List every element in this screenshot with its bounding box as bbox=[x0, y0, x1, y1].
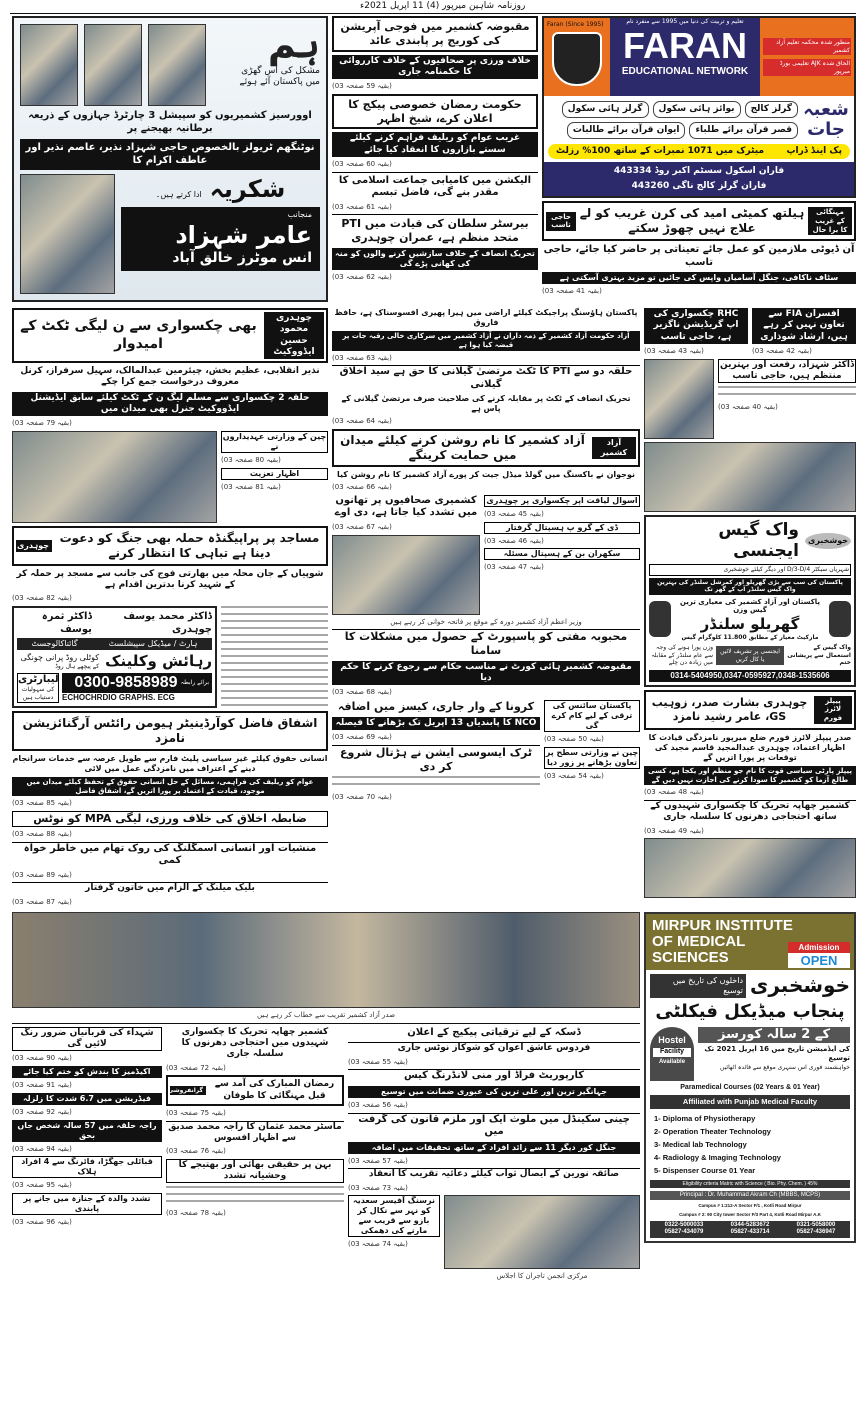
ad-line: شہریان سیکٹر D/3-D/4 اور دیگر کیلئے خوشخبری bbox=[649, 564, 851, 576]
headline: اشفاق فاضل کوآرڈینیٹر ہیومن رائٹس آرگنائزیشن نامزد bbox=[22, 715, 318, 745]
headline: سکھران بن کے ہسپتال مسئلہ bbox=[484, 548, 640, 560]
institute-title: OF MEDICAL bbox=[652, 933, 746, 950]
headline: کرونا کے وار جاری، کیسز میں اضافہ bbox=[337, 700, 535, 713]
wide-news-photo bbox=[12, 912, 640, 1008]
gas-cylinder-icon bbox=[649, 601, 671, 637]
headline: صائقہ نورین کے ایصال ثواب کیلئے دعائیہ تقریب کا انعقاد bbox=[348, 1168, 640, 1180]
phone-number: 0321-5058000 bbox=[796, 1221, 836, 1228]
headline: کشمیر چھاپہ تحریک کا چکسواری شہیدوں کے ساتھ احتجاجی دھرنوں کا سلسلہ جاری bbox=[644, 800, 856, 824]
open-label: OPEN bbox=[800, 953, 838, 968]
doctor-name: ڈاکٹر ثمرہ یوسف bbox=[41, 611, 92, 635]
result-label: میٹرک میں 1071 نمبرات کے ساتھ 100% رزلٹ bbox=[556, 145, 765, 156]
subheadline: شوپیاں کے جان محلہ میں بھارتی فوج کی جانب سے مسجد پر حملہ کر کے شہید کرنا بدترین اقدام ہے bbox=[16, 568, 324, 590]
institute-title: MIRPUR INSTITUTE bbox=[652, 917, 793, 934]
subheadline: فردوس عاشق اعوان کو شوکاز نوٹس جاری bbox=[348, 1042, 640, 1054]
photo-caption: وزیر اعظم آزاد کشمیر دورہ کے موقع پر فاتحہ خوانی کر رہے ہیں bbox=[390, 617, 582, 626]
tag: مہنگائی کے غریب کا برا حال bbox=[808, 207, 852, 235]
headline: چین نے وزارتی سطح پر تعاون بڑھانے پر زور دیا bbox=[545, 747, 639, 767]
mosque-headline-strip bbox=[12, 526, 328, 566]
subheadline: جنگل کور دیگر 11 سے زائد افراد کے ساتھ تحقیقات میں اضافہ bbox=[348, 1142, 640, 1154]
phone-number: فاران گرلز کالج ناگی 443260 bbox=[631, 181, 767, 192]
news-item bbox=[544, 700, 640, 781]
headline: چوہدری بشارت صدر، زوہیب GS، عامر رشید نامزد bbox=[651, 696, 808, 723]
headline: کشمیر چھاپہ تحریک کا چکسواری شہیدوں میں احتجاجی دھرنوں کا سلسلہ جاری bbox=[181, 1026, 329, 1060]
institute-title: SCIENCES bbox=[652, 949, 729, 966]
news-photo bbox=[12, 431, 217, 523]
continuation: (بقیہ 49 صفحہ 03) bbox=[644, 826, 704, 835]
band-bottom bbox=[12, 912, 856, 1281]
brand-subtitle: EDUCATIONAL NETWORK bbox=[621, 65, 749, 77]
continuation: (بقیہ 79 صفحہ 03) bbox=[12, 419, 72, 427]
urge-line: خواہشمند فوری اس سنہری موقع سے فائدہ اٹھائیں bbox=[720, 1064, 850, 1072]
continuation: (بقیہ 41 صفحہ 03) bbox=[542, 287, 602, 296]
continuation: (بقیہ 82 صفحہ 03) bbox=[12, 594, 72, 603]
headline: ہیلتھ کمیٹی امید کی کرن غریب کو لے علاج نہیں چھوڑ سکتے bbox=[579, 206, 805, 236]
mirpur-institute-advertisement bbox=[644, 912, 856, 1243]
faran-logo bbox=[610, 18, 760, 96]
headline: بلیک میلنگ کے الزام میں خاتون گرفتار bbox=[12, 882, 328, 894]
continuation: (بقیہ 48 صفحہ 03) bbox=[644, 788, 704, 797]
ishfaq-headline-strip bbox=[12, 711, 328, 751]
subheadline: مقبوضہ کشمیر ہائی کورٹ نے مناسب حکام سے رجوع کرنے کا حکم دیا bbox=[332, 661, 640, 686]
product-name: گھریلو سلنڈر bbox=[700, 615, 800, 633]
top-right-column bbox=[542, 16, 856, 296]
department-pill: گرلز ہائی سکول bbox=[562, 101, 649, 118]
course-item: 4- Radiology & Imaging Technology bbox=[654, 1152, 781, 1162]
news-item bbox=[348, 1195, 440, 1249]
bottom-left-area bbox=[12, 912, 640, 1281]
ad-line: واک گیس کے استعمال سے پریشانی ختم bbox=[787, 644, 851, 667]
headline: ماسٹر محمد عثمان کا راجہ محمد صدیق سے اظہار افسوس bbox=[166, 1121, 344, 1145]
continuation: (بقیہ 75 صفحہ 03) bbox=[166, 1108, 226, 1117]
clinic-name: رہائش وکلینک bbox=[105, 652, 212, 670]
continuation: (بقیہ 76 صفحہ 03) bbox=[166, 1147, 226, 1155]
middle-column bbox=[332, 308, 640, 802]
continuation: (بقیہ 60 صفحہ 03) bbox=[332, 159, 392, 168]
continuation: (بقیہ 72 صفحہ 03) bbox=[166, 1063, 226, 1072]
specialty: ہارٹ / میڈیکل سپیشلسٹ bbox=[108, 639, 198, 648]
tag: پیپلز لائرز فورم bbox=[814, 696, 852, 724]
ad-line: پاکستان اور آزاد کشمیر کی معیاری ترین گیس وزن bbox=[679, 597, 821, 615]
agency-title: واک گیس ایجنسی bbox=[718, 519, 799, 561]
continuation: (بقیہ 74 صفحہ 03) bbox=[348, 1240, 408, 1249]
continuation: (بقیہ 55 صفحہ 03) bbox=[348, 1057, 408, 1066]
lab-label: لیبارٹری bbox=[18, 673, 59, 685]
news-column-bottom-mid bbox=[166, 1027, 344, 1218]
continuation: (بقیہ 94 صفحہ 03) bbox=[12, 1144, 72, 1153]
headline: آزاد کشمیر کا نام روشن کرنے کیلئے میدان میں حمایت کرینگے bbox=[340, 433, 585, 462]
headline: ٹرک ایسوسی ایشن نے ہڑتال شروع کر دی bbox=[332, 745, 540, 774]
top-rule bbox=[10, 13, 856, 14]
hostel-badge bbox=[650, 1027, 694, 1081]
phone-number: 0300-9858989 bbox=[74, 673, 178, 691]
subheadline: سٹاف ناکافی، جنگل آسامیاں واپس کی جائیں تو مزید بہتری آسکتی ہے bbox=[542, 272, 856, 284]
dateline: روزنامہ شاہین میرپور (4) 11 اپریل 2021ء bbox=[360, 1, 526, 11]
photo-caption: مرکزی انجمن تاجران کا اجلاس bbox=[496, 1272, 588, 1281]
subheadline: حلقہ 2 چکسواری سے مسلم لیگ ن کے ٹکٹ کیلئے سابق ایڈیشنل ایڈووکیٹ جنرل بھی میدان میں bbox=[12, 392, 328, 417]
specialty: گائناکالوجسٹ bbox=[31, 639, 78, 648]
headline: تشدد والدہ کے جنازہ میں جانے پر پابندی bbox=[12, 1193, 162, 1215]
continuation: (بقیہ 69 صفحہ 03) bbox=[332, 733, 392, 741]
headline: راجہ حلقہ میں 57 سالہ شخص جاں بحق bbox=[12, 1120, 162, 1142]
khushkhabri-heading: خوشخبری bbox=[750, 973, 850, 997]
portrait-photo bbox=[20, 24, 78, 106]
ad-banner: پاکستان کی سب سے بڑی گھریلو اور کمرشل سلنڈر کی بہترین واک گیس سلنڈر آپ کے گھر تک bbox=[649, 578, 851, 595]
phone-number: 0344-5283672 bbox=[730, 1221, 770, 1228]
continuation: (بقیہ 59 صفحہ 03) bbox=[332, 82, 392, 90]
continuation: (بقیہ 89 صفحہ 03) bbox=[12, 870, 72, 879]
tag: چوہدری محمود حسین ایڈووکیٹ bbox=[264, 312, 324, 359]
ecg-label: ECHOCHRDIO GRAPHS. ECG bbox=[62, 692, 175, 702]
headline: رمضان المبارک کی آمد سے قبل مہنگائی کا طوفان bbox=[214, 1079, 335, 1101]
headline: بھی چکسواری سے ن لیگی ٹکٹ کے امیدوار bbox=[20, 318, 257, 352]
continuation: (بقیہ 62 صفحہ 03) bbox=[332, 272, 392, 281]
headline: الیکشن میں کامیابی جماعت اسلامی کا مقدر بنے گی، فاضل تبسم bbox=[332, 172, 538, 200]
continuation: (بقیہ 90 صفحہ 03) bbox=[12, 1054, 72, 1063]
headline: اسوال لیاقت اپر چکسواری پر چوہدری bbox=[484, 495, 640, 507]
phone-number: 0322-5000033 bbox=[664, 1221, 704, 1228]
hum-calligraphy: ہم bbox=[267, 22, 320, 66]
tag: حاجی تاسب bbox=[546, 212, 576, 232]
ad-line: ایجنسی پر تشریف لائیں یا کال کریں bbox=[716, 646, 784, 665]
subheadline: تحریک انصاف کے ٹکٹ پر مقابلہ کرنے کی صلاحیت صرف مرتضیٰ گیلانی کے پاس ہے bbox=[341, 394, 631, 414]
phone-numbers: 0314-5404950,0347-0595927,0348-1535606 bbox=[649, 670, 851, 682]
left-column bbox=[12, 308, 328, 906]
phone-number: فاران اسکول سسٹم اکبر روڈ 443334 bbox=[613, 165, 785, 176]
headline: قبائلی جھگڑا، فائرنگ سے 4 افراد ہلاک bbox=[12, 1156, 162, 1178]
ad-line: میں پاکستان آئے ہوئے bbox=[239, 77, 320, 88]
continuation: (بقیہ 80 صفحہ 03) bbox=[221, 455, 281, 464]
ad-line: وزن پورا ہونے کی وجہ سے عام سلنڈر کے مقابلہ میں زیادہ دن چلے bbox=[651, 644, 713, 667]
ribbon: منظور شدہ محکمہ تعلیم آزاد کشمیر bbox=[763, 38, 851, 55]
bisharat-headline-strip bbox=[644, 690, 856, 730]
doctor-name: ڈاکٹر محمد یوسف چوہدری bbox=[123, 611, 212, 635]
continuation: (بقیہ 45 صفحہ 03) bbox=[484, 509, 544, 518]
band-top bbox=[12, 16, 856, 302]
date-extended-banner: داخلوں کی تاریخ میں توسیع bbox=[650, 974, 746, 998]
address: کوٹلی روڈ پرانی چونگی bbox=[20, 652, 100, 662]
continuation: (بقیہ 70 صفحہ 03) bbox=[332, 793, 392, 802]
subheadline: عوام کو ریلیف کی فراہمی، مسائل کے حل انسانی حقوق کے تحفظ کیلئے میدان میں موجود، قیادت کے اعتماد پر پورا اتریں گے، اشفاق فاضل bbox=[12, 777, 328, 797]
portrait-photo bbox=[644, 359, 714, 439]
side-news bbox=[221, 431, 328, 492]
course-list bbox=[646, 1112, 854, 1177]
department-pill: بوائز ہائی سکول bbox=[653, 101, 741, 118]
headline: کارپوریٹ فراڈ اور منی لانڈرنگ کیس bbox=[348, 1069, 640, 1083]
department-pill: قصر قرآن برائے طلباء bbox=[689, 122, 798, 139]
ad-line: ادا کرتے ہیں۔ bbox=[155, 190, 202, 199]
headline: مقبوضہ کشمیر میں فوجی آپریشن کی کوریج پر پابندی عائد bbox=[332, 16, 538, 52]
headline: نرسنگ آفیسر سعدیہ کو نہر سے نکال کر بازو سے قریب سے مارنے کی دھمکی bbox=[348, 1195, 440, 1237]
continuation: (بقیہ 61 صفحہ 03) bbox=[332, 202, 392, 211]
subheadline: خلاف ورزی پر صحافیوں کے خلاف کارروائی کا حکمنامہ جاری bbox=[332, 55, 538, 80]
ajk-headline-strip bbox=[332, 429, 640, 467]
headline: بہن پر حقیقی بھائی اور بھتیجے کا وحشیانہ تشدد bbox=[166, 1159, 344, 1184]
body-text-block bbox=[166, 1186, 344, 1206]
eligibility-banner: Eligibility criteria Matric with Science ( Bio. Phy. Chem. ) 45% bbox=[650, 1180, 850, 1188]
since-label: Faran (Since 1995) bbox=[547, 21, 604, 28]
subheadline: NCO کا پابندیاں 13 اپریل تک بڑھانے کا فیصلہ bbox=[332, 717, 540, 730]
continuation: (بقیہ 63 صفحہ 03) bbox=[332, 353, 392, 362]
shukria-heading: شکریہ bbox=[209, 175, 286, 203]
band-middle bbox=[12, 308, 856, 906]
headline: پاکستان ہاؤسنگ پراجیکٹ کیلئے اراضی میں ہیرا پھیری افسوسناک ہے، حافظ فاروق bbox=[334, 308, 638, 327]
portrait-photo bbox=[20, 174, 115, 294]
continuation: (بقیہ 78 صفحہ 03) bbox=[166, 1209, 226, 1218]
continuation: (بقیہ 54 صفحہ 03) bbox=[544, 771, 604, 780]
photo-caption: صدر آزاد کشمیر تقریب سے خطاب کر رہے ہیں bbox=[256, 1011, 396, 1019]
faran-educational-network-advertisement bbox=[542, 16, 856, 198]
tagline: تعلیم و تربیت کی دنیا میں 1995 سے منفرد نام bbox=[626, 18, 744, 25]
subheadline: صدر پیپلز لائرز فورم ضلع میرپور نامزدگی قیادت کا اظہار اعتماد، چوہدری عبدالمجید قاسم مجید کی توقعات پر پورا اتریں گے bbox=[648, 732, 852, 762]
candidate-headline-strip bbox=[12, 308, 328, 363]
contact-label: برائے رابطہ bbox=[180, 679, 209, 686]
continuation: (بقیہ 67 صفحہ 03) bbox=[332, 522, 392, 531]
body-text-block bbox=[718, 386, 856, 400]
tag: چوہدری bbox=[16, 540, 52, 552]
subheadline: تحریک انصاف کے خلاف سازشیں کرنے والوں کو منہ کی کھانی پڑے گی bbox=[332, 248, 538, 270]
subheadline: جہانگیر ترین اور علی ترین کی عبوری ضمانت میں توسیع bbox=[348, 1086, 640, 1098]
continuation: (بقیہ 68 صفحہ 03) bbox=[332, 688, 392, 697]
headline: کشمیری صحافیوں پر تھانوں میں تشدد کیا جاتا ہے، دی اوے bbox=[334, 494, 478, 519]
continuation: (بقیہ 50 صفحہ 03) bbox=[544, 735, 604, 743]
headline: مساجد پر پراپیگنڈہ حملہ بھی جنگ کو دعوت دینا ہے تباہی کا انتظار کرنے bbox=[59, 530, 320, 560]
headline: فیڈریشن میں 6.7 شدت کا زلزلہ bbox=[12, 1093, 162, 1105]
faculty-heading: پنجاب میڈیکل فیکلٹی bbox=[655, 1001, 845, 1022]
headline: محبوبہ مفتی کو پاسپورٹ کے حصول میں مشکلات کا سامنا bbox=[332, 629, 640, 658]
news-column-bottom-right bbox=[348, 1027, 640, 1281]
continuation: (بقیہ 40 صفحہ 03) bbox=[718, 403, 778, 411]
courses-banner: کے 2 سالہ کورسز bbox=[698, 1027, 850, 1043]
health-committee-strip bbox=[542, 201, 856, 241]
thank-you-advertisement bbox=[12, 16, 328, 302]
continuation: (بقیہ 46 صفحہ 03) bbox=[484, 536, 544, 545]
paramedical-label: Paramedical Courses (02 Years & 01 Year) bbox=[680, 1083, 820, 1091]
portrait-photo bbox=[84, 24, 142, 106]
body-text-block bbox=[221, 606, 328, 706]
continuation: (بقیہ 96 صفحہ 03) bbox=[12, 1218, 72, 1226]
headline: چینی سکینڈل میں ملوث ایک اور ملزم قانون کی گرفت میں bbox=[348, 1113, 640, 1139]
phone-number: 05827-436947 bbox=[796, 1229, 836, 1236]
ad-line: مشکل کی اس گھڑی bbox=[241, 65, 320, 76]
ad-line: مارکیٹ معیار کے مطابق 11.800 کلوگرام گیس bbox=[681, 633, 819, 641]
tag: آزاد کشمیر bbox=[592, 437, 636, 459]
continuation: (بقیہ 91 صفحہ 03) bbox=[12, 1081, 72, 1089]
continuation: (بقیہ 92 صفحہ 03) bbox=[12, 1107, 72, 1116]
phone-number: 05827-433714 bbox=[730, 1229, 770, 1236]
headline: بیرسٹر سلطان کی قیادت میں PTI متحد منظم ہے، عمران چوہدری bbox=[332, 214, 538, 245]
headline: افسران FIA سے تعاون نہیں کر رہے ہیں، ارشاد شوذاری bbox=[752, 308, 856, 344]
gas-cylinder-icon bbox=[829, 601, 851, 637]
continuation: (بقیہ 42 صفحہ 03) bbox=[752, 346, 812, 355]
headline: اظہار تعزیت bbox=[221, 468, 328, 480]
date-line: کی ایڈمیشن تاریخ میں 16 اپریل 2021 تک توسیع bbox=[704, 1044, 850, 1062]
lab-box bbox=[17, 673, 59, 703]
headline: ڈاکٹر شہزاد، رفعت اور بہترین منتظم ہیں، حاجی تاسب bbox=[718, 359, 856, 384]
admission-label: Admission bbox=[788, 942, 850, 953]
continuation: (بقیہ 87 صفحہ 03) bbox=[12, 897, 72, 906]
brand-title: FARAN bbox=[623, 24, 747, 66]
phone-grid bbox=[650, 1221, 850, 1238]
news-column-bottom-left bbox=[12, 1027, 162, 1227]
continuation: (بقیہ 47 صفحہ 03) bbox=[484, 563, 544, 572]
subheadline: نذیر انقلابی، عظیم بخش، چیئرمین عبدالمالک، سہیل سرفراز، کرنل معروف درخواست جمع کرا چکے bbox=[20, 366, 320, 388]
ad-line: اوورسیز کشمیریوں کو سپیشل 3 چارٹرڈ جہازوں کے ذریعہ برطانیہ بھیجنے پر bbox=[28, 110, 312, 134]
department-pill: گرلز کالج bbox=[745, 101, 798, 118]
news-column-mid-right bbox=[484, 495, 640, 572]
headline: اکیڈمیز کا بندش کو ختم کیا جائے bbox=[12, 1066, 162, 1078]
clinic-advertisement bbox=[12, 606, 217, 708]
news-photo bbox=[332, 535, 480, 615]
news-photo bbox=[644, 838, 856, 898]
headline: پاکستان سائنس کی ترقی کے لیے کام کرے گی bbox=[544, 700, 640, 732]
wak-gas-agency-advertisement bbox=[644, 515, 856, 687]
headline: حکومت رمضان خصوصی پیکج کا اعلان کرے، شیخ اظہر bbox=[332, 94, 538, 130]
facility-label: Facility bbox=[653, 1048, 691, 1057]
headline: RHC چکسواری کی اپ گریڈیشن ناگزیر ہے، حاجی تاسب bbox=[644, 308, 748, 344]
continuation: (بقیہ 73 صفحہ 03) bbox=[348, 1183, 408, 1192]
news-column-top-mid bbox=[332, 16, 538, 282]
right-column bbox=[644, 308, 856, 898]
principal-banner: Principal : Dr. Muhammad Akram Ch (MBBS, MCPS) bbox=[650, 1191, 850, 1201]
subheadline: انسانی حقوق کیلئے غیر سیاسی پلیٹ فارم سے طویل عرصہ سے خدمات سرانجام دینے کے اعتراف میں نامزدگی عمل میں لائی bbox=[12, 753, 328, 773]
news-photo bbox=[644, 442, 856, 512]
sponsor-company: انس موٹرز خالق آباد bbox=[172, 250, 312, 266]
body-text-block bbox=[332, 776, 540, 790]
continuation: (بقیہ 95 صفحہ 03) bbox=[12, 1181, 72, 1190]
headline: شہداء کی قربانیاں ضرور رنگ لائیں گی bbox=[12, 1027, 162, 1052]
continuation: (بقیہ 64 صفحہ 03) bbox=[332, 417, 392, 426]
continuation: (بقیہ 56 صفحہ 03) bbox=[348, 1100, 408, 1109]
news-item bbox=[718, 359, 856, 412]
khushkhabri-badge: خوشخبری bbox=[805, 533, 851, 549]
lab-note: کی سہولیات دستیاب ہیں bbox=[21, 686, 55, 701]
ad-line: منجانب bbox=[287, 210, 312, 219]
continuation: (بقیہ 43 صفحہ 03) bbox=[644, 346, 704, 355]
course-item: 5- Dispenser Course 01 Year bbox=[654, 1165, 756, 1175]
headline: آن ڈیوٹی ملازمین کو عمل جائے تعیناتی پر حاضر کیا جائے، حاجی تاسب bbox=[543, 244, 855, 268]
continuation: (بقیہ 57 صفحہ 03) bbox=[348, 1156, 408, 1165]
pick-drop-label: پک اینڈ ڈراپ bbox=[786, 145, 842, 156]
course-item: 1- Diploma of Physiotherapy bbox=[654, 1113, 756, 1123]
headline: ڈسکہ کے لیے ترقیاتی پیکیج کے اعلان bbox=[407, 1026, 581, 1038]
available-label: Available bbox=[658, 1058, 686, 1065]
course-item: 3- Medical lab Technology bbox=[654, 1139, 747, 1149]
continuation: (بقیہ 85 صفحہ 03) bbox=[12, 799, 72, 808]
subheadline: نوجوان نے باکسنگ میں گولڈ میڈل جیت کر پورے آزاد کشمیر کا نام روشن کیا bbox=[337, 470, 635, 479]
ribbon: الحاق شدہ AJK تعلیمی بورڈ میرپور bbox=[763, 59, 851, 76]
headline: منشیات اور انسانی اسمگلنگ کی روک تھام میں خاطر خواہ کمی bbox=[12, 842, 328, 868]
portrait-photo bbox=[148, 24, 206, 106]
continuation: (بقیہ 88 صفحہ 03) bbox=[12, 829, 72, 838]
subheadline: غریب عوام کو ریلیف فراہم کرنے کیلئے سستے بازاروں کا انعقاد کیا جائے bbox=[332, 132, 538, 157]
headline: چین کے وزارتی عہدیداروں نے bbox=[222, 431, 327, 451]
sponsor-box bbox=[121, 207, 320, 271]
campus-address: Campus # 1:212-A Sector F/1 , Kotli Road Mirpur bbox=[698, 1203, 802, 1209]
campus-address: Campus # 2: 90 City tower Sector F/3 Part 4, Kotli Road Mirpur A.K bbox=[679, 1212, 821, 1217]
school-crest-icon bbox=[552, 32, 602, 86]
address: کے پیچھے ہال روڈ bbox=[55, 662, 100, 670]
continuation: (بقیہ 66 صفحہ 03) bbox=[332, 483, 392, 491]
department-pill: ایوان قرآن برائے طالبات bbox=[567, 122, 686, 139]
continuation: (بقیہ 81 صفحہ 03) bbox=[221, 482, 281, 491]
news-photo bbox=[444, 1195, 640, 1269]
ramzan-headline-strip bbox=[166, 1075, 344, 1106]
hostel-label: Hostel bbox=[658, 1034, 686, 1045]
departments-heading: شعبہ جات bbox=[803, 99, 849, 140]
course-item: 2- Operation Theater Technology bbox=[654, 1126, 771, 1136]
headline: ڈی کے گرو پ ہسپتال گرفتار bbox=[484, 522, 640, 534]
sponsor-name: عامر شہزاد bbox=[175, 221, 312, 249]
headline: ضابطہ اخلاق کی خلاف ورزی، لیگی MPA کو نوٹس bbox=[12, 811, 328, 827]
affiliation-banner: Affiliated with Punjab Medical Faculty bbox=[650, 1095, 850, 1108]
subheadline: پیپلز پارٹی سیاسی قوت کا نام جو منظم اور یکجا ہے، کسی طالع آزما کو کشمیر کا سودا کرنے کی اجازت نہیں دیں گے bbox=[644, 766, 856, 786]
ad-banner: نوٹنگھم ٹریولز بالخصوص حاجی شہزاد نذیر، عاصم نذیر اور عاطف اکرام کا bbox=[20, 139, 320, 170]
subheadline: آزاد حکومت آزاد کشمیر کے ذمہ داران نے آزاد کشمیر میں سرکاری خالی رقبہ جات پر قبضہ کیا ہوا ہے bbox=[332, 331, 640, 351]
tag: گرانفروشی bbox=[170, 1086, 206, 1096]
headline: حلقہ دو سے PTI کا ٹکٹ مرتضیٰ گیلانی کا حق ہے سید اخلاق گیلانی bbox=[332, 365, 640, 391]
phone-number: 05827-434079 bbox=[664, 1229, 704, 1236]
